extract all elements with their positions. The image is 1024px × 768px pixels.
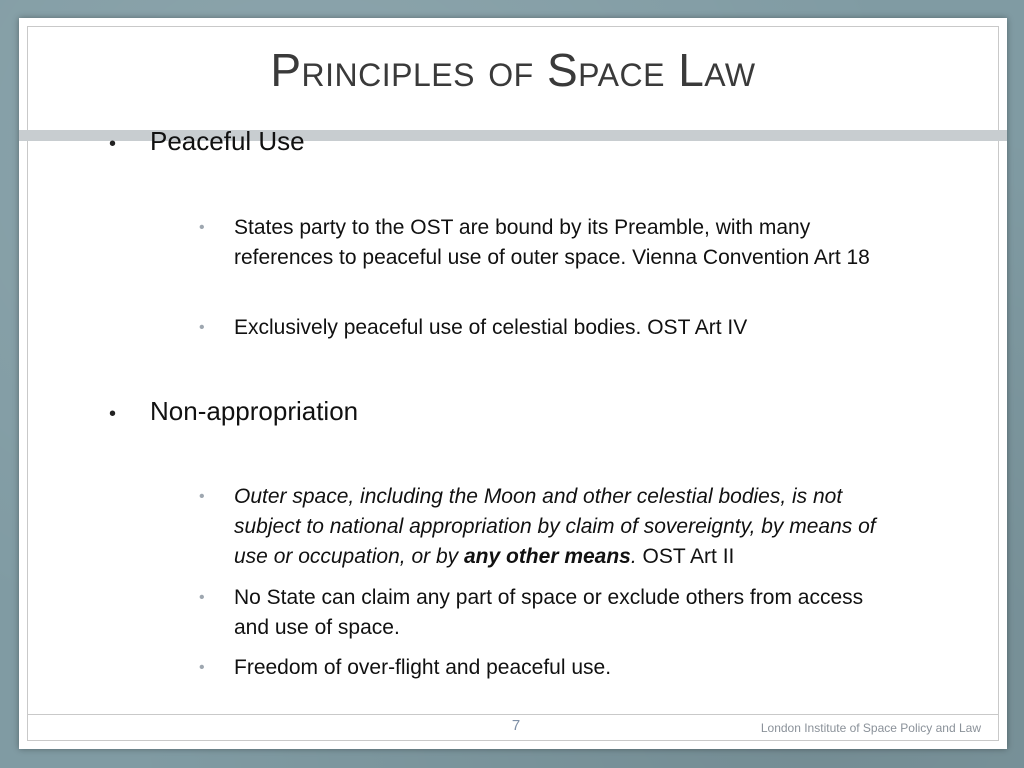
sub-bullet-overflight bbox=[199, 653, 899, 683]
footer-divider bbox=[27, 714, 999, 715]
citation: OST Art II bbox=[636, 545, 735, 568]
sub-bullet-text bbox=[234, 482, 899, 572]
sub-bullet-text: No State can claim any part of space or exclude others from access and use of space. bbox=[234, 586, 864, 639]
sub-bullet-text: Exclusively peaceful use of celestial bodies. OST Art IV bbox=[234, 316, 748, 339]
quote-text: Outer space, including the Moon and other celestial bodies, is not subject to national appropriation by claim of sovereignty, by means of use or occupation, or by bbox=[234, 485, 876, 568]
sub-bullet-dot-icon: • bbox=[199, 488, 205, 505]
bullet-non-appropriation bbox=[109, 396, 358, 427]
sub-bullet-text: States party to the OST are bound by its Preamble, with many references to peaceful use of outer space. Vienna Convention Art 18 bbox=[234, 216, 870, 269]
sub-bullet-text: Freedom of over-flight and peaceful use. bbox=[234, 656, 612, 679]
section-heading: Peaceful Use bbox=[150, 126, 305, 156]
footer-institution: London Institute of Space Policy and Law bbox=[760, 721, 981, 735]
bullet-peaceful-use bbox=[109, 126, 305, 157]
quote-emphasis: any other means bbox=[463, 545, 631, 568]
bullet-dot-icon: • bbox=[109, 133, 117, 155]
section-heading: Non-appropriation bbox=[150, 396, 359, 426]
bullet-dot-icon: • bbox=[109, 403, 117, 425]
sub-bullet-no-claim bbox=[199, 583, 899, 643]
slide-content bbox=[19, 18, 1007, 749]
sub-bullet-dot-icon: • bbox=[199, 659, 205, 676]
sub-bullet-celestial bbox=[199, 313, 899, 343]
slide-title: Principles of Space Law bbox=[270, 44, 756, 96]
quote-end: . bbox=[630, 545, 637, 568]
sub-bullet-preamble bbox=[199, 213, 899, 273]
sub-bullet-dot-icon: • bbox=[199, 219, 205, 236]
page-number: 7 bbox=[511, 717, 521, 734]
slide bbox=[19, 18, 1007, 749]
sub-bullet-dot-icon: • bbox=[199, 319, 205, 336]
sub-bullet-dot-icon: • bbox=[199, 589, 205, 606]
sub-bullet-ost-art-ii bbox=[199, 482, 899, 572]
